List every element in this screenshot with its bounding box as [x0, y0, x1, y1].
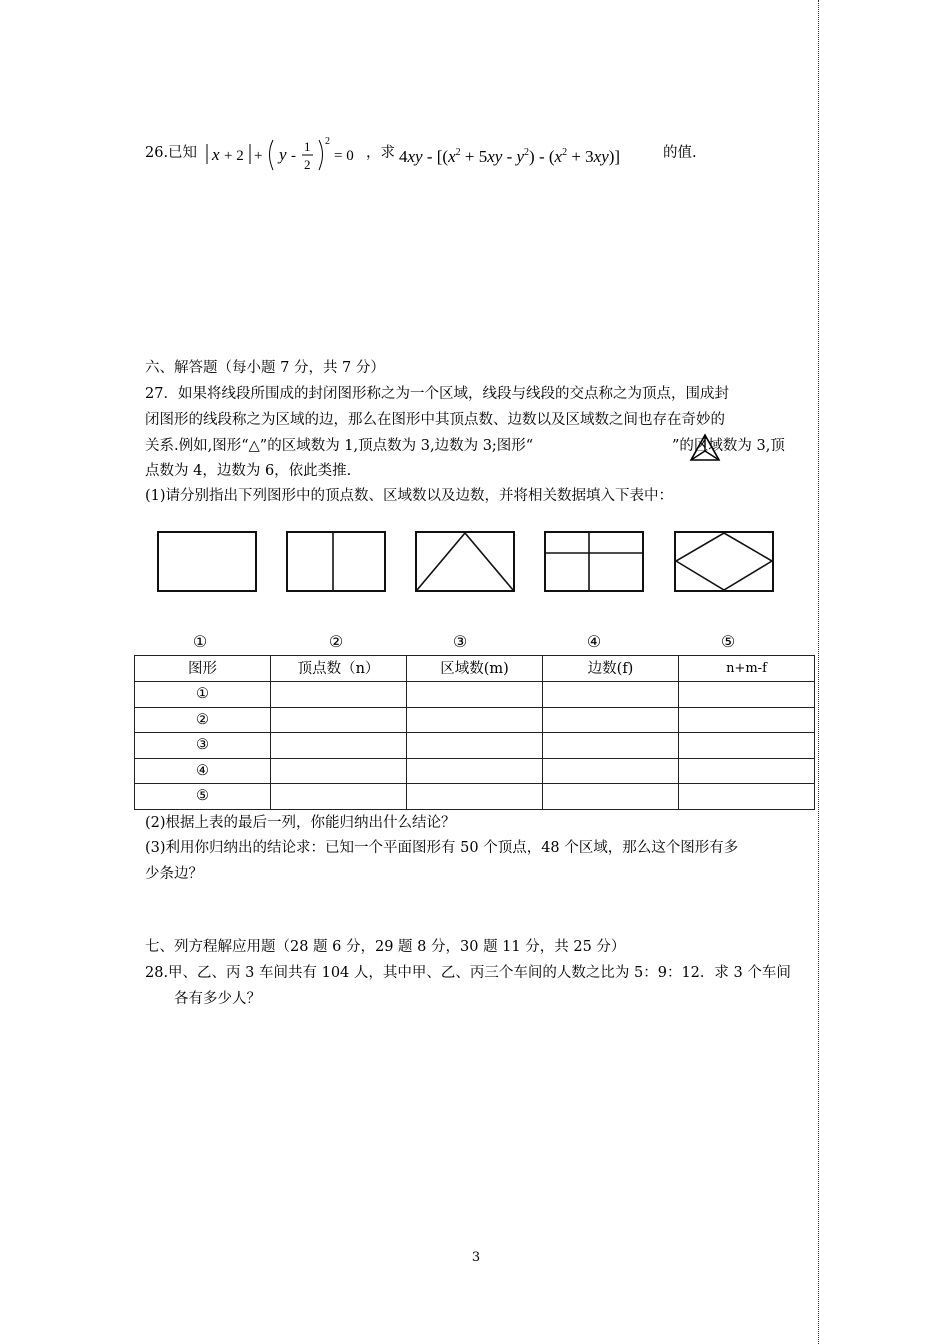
- q27-line4: 点数为 4，边数为 6，依此类推.: [145, 463, 352, 479]
- table-row: [135, 733, 815, 759]
- table-row: [135, 784, 815, 810]
- figure-4-rectangle-cross: [544, 531, 644, 592]
- svg-text:1: 1: [304, 139, 311, 154]
- q26-condition-formula: [204, 136, 368, 176]
- svg-text:-: -: [291, 148, 296, 164]
- figure-label-4: ④: [586, 632, 602, 651]
- q28-line1: 28.甲、乙、丙 3 车间共有 104 人，其中甲、乙、丙三个车间的人数之比为 5：9：12．求 3 个车间: [145, 965, 791, 981]
- table-cell-regions[interactable]: [407, 682, 543, 708]
- table-header-formula: n+m-f: [679, 656, 815, 682]
- svg-text:y: y: [279, 145, 287, 164]
- table-cell-edges[interactable]: [543, 707, 679, 733]
- figure-1-rectangle: [157, 531, 257, 592]
- page-number: 3: [471, 1250, 481, 1265]
- figure-2-rectangle-vertical-split: [286, 531, 386, 592]
- table-row-label: ⑤: [135, 784, 271, 810]
- table-cell-regions[interactable]: [407, 758, 543, 784]
- table-cell-edges[interactable]: [543, 682, 679, 708]
- table-cell-vertices[interactable]: [271, 784, 407, 810]
- table-cell-regions[interactable]: [407, 784, 543, 810]
- section6-heading: 六、解答题（每小题 7 分，共 7 分）: [145, 360, 385, 376]
- svg-text:2: 2: [325, 136, 330, 147]
- table-cell-edges[interactable]: [543, 784, 679, 810]
- q27-line1: 27．如果将线段所围成的封闭图形称之为一个区域，线段与线段的交点称之为顶点，围成封: [145, 386, 729, 402]
- table-header-regions: 区域数(m): [407, 656, 543, 682]
- answer-table: [134, 655, 815, 810]
- table-header-edges: 边数(f): [543, 656, 679, 682]
- table-row: [135, 682, 815, 708]
- table-cell-edges[interactable]: [543, 733, 679, 759]
- table-row: [135, 707, 815, 733]
- q27-part2: (2)根据上表的最后一列，你能归纳出什么结论？: [145, 815, 456, 831]
- q26-expression: [399, 140, 699, 172]
- figure-label-2: ②: [328, 632, 344, 651]
- svg-text:+: +: [254, 148, 263, 164]
- q26-condition-svg: [204, 136, 368, 176]
- table-cell-edges[interactable]: [543, 758, 679, 784]
- q27-part3-line1: (3)利用你归纳出的结论求：已知一个平面图形有 50 个顶点，48 个区域，那么这个图形有多: [145, 840, 739, 856]
- table-row-label: ②: [135, 707, 271, 733]
- section7-heading: 七、列方程解应用题（28 题 6 分，29 题 8 分，30 题 11 分，共 25 分）: [145, 939, 626, 955]
- binding-dotted-line: [818, 0, 819, 1344]
- table-cell-vertices[interactable]: [271, 707, 407, 733]
- table-header-vertices: 顶点数（n）: [271, 656, 407, 682]
- q26-prefix: 26.已知: [145, 145, 198, 161]
- svg-text:= 0: = 0: [334, 148, 354, 164]
- table-cell-vertices[interactable]: [271, 758, 407, 784]
- figure-label-3: ③: [452, 632, 468, 651]
- table-cell-formula[interactable]: [679, 733, 815, 759]
- q27-line3a: 关系.例如,图形“△”的区域数为 1,顶点数为 3,边数为 3;图形“: [145, 438, 534, 454]
- q27-part1: (1)请分别指出下列图形中的顶点数、区域数以及边数，并将相关数据填入下表中：: [145, 488, 674, 504]
- q27-line3b: ”的区域数为 3,顶: [672, 438, 785, 454]
- svg-text:x: x: [212, 145, 220, 164]
- table-cell-formula[interactable]: [679, 707, 815, 733]
- figure-label-5: ⑤: [720, 632, 736, 651]
- table-header-figure: 图形: [135, 656, 271, 682]
- table-cell-regions[interactable]: [407, 733, 543, 759]
- table-cell-vertices[interactable]: [271, 682, 407, 708]
- figure-5-rectangle-with-rhombus: [674, 531, 774, 592]
- triangle-with-center-icon: [688, 433, 722, 463]
- svg-text:+ 2: + 2: [224, 148, 244, 164]
- table-cell-formula[interactable]: [679, 784, 815, 810]
- table-row-label: ④: [135, 758, 271, 784]
- figure-label-1: ①: [192, 632, 208, 651]
- table-row-label: ③: [135, 733, 271, 759]
- svg-text:4xy - [(x2 + 5xy - y2) - (x2 +: $4xy - [(x^2 + 5xy - y^2) - (x^2 + 3xy)]$: [399, 147, 621, 166]
- table-cell-vertices[interactable]: [271, 733, 407, 759]
- table-cell-formula[interactable]: [679, 758, 815, 784]
- table-row-label: ①: [135, 682, 271, 708]
- svg-text:2: 2: [304, 157, 311, 172]
- q27-line2: 闭图形的线段称之为区域的边，那么在图形中其顶点数、边数以及区域数之间也存在奇妙的: [145, 412, 725, 428]
- table-row: [135, 758, 815, 784]
- q27-part3-line2: 少条边？: [145, 866, 203, 882]
- q28-line2: 各有多少人？: [174, 991, 261, 1007]
- table-cell-regions[interactable]: [407, 707, 543, 733]
- table-header-row: [135, 656, 815, 682]
- table-cell-formula[interactable]: [679, 682, 815, 708]
- q26-expression-svg: [399, 140, 699, 170]
- q26-suffix: 的值.: [663, 145, 697, 161]
- q26-find-label: ，求: [366, 145, 395, 161]
- figure-3-rectangle-with-triangle: [415, 531, 515, 592]
